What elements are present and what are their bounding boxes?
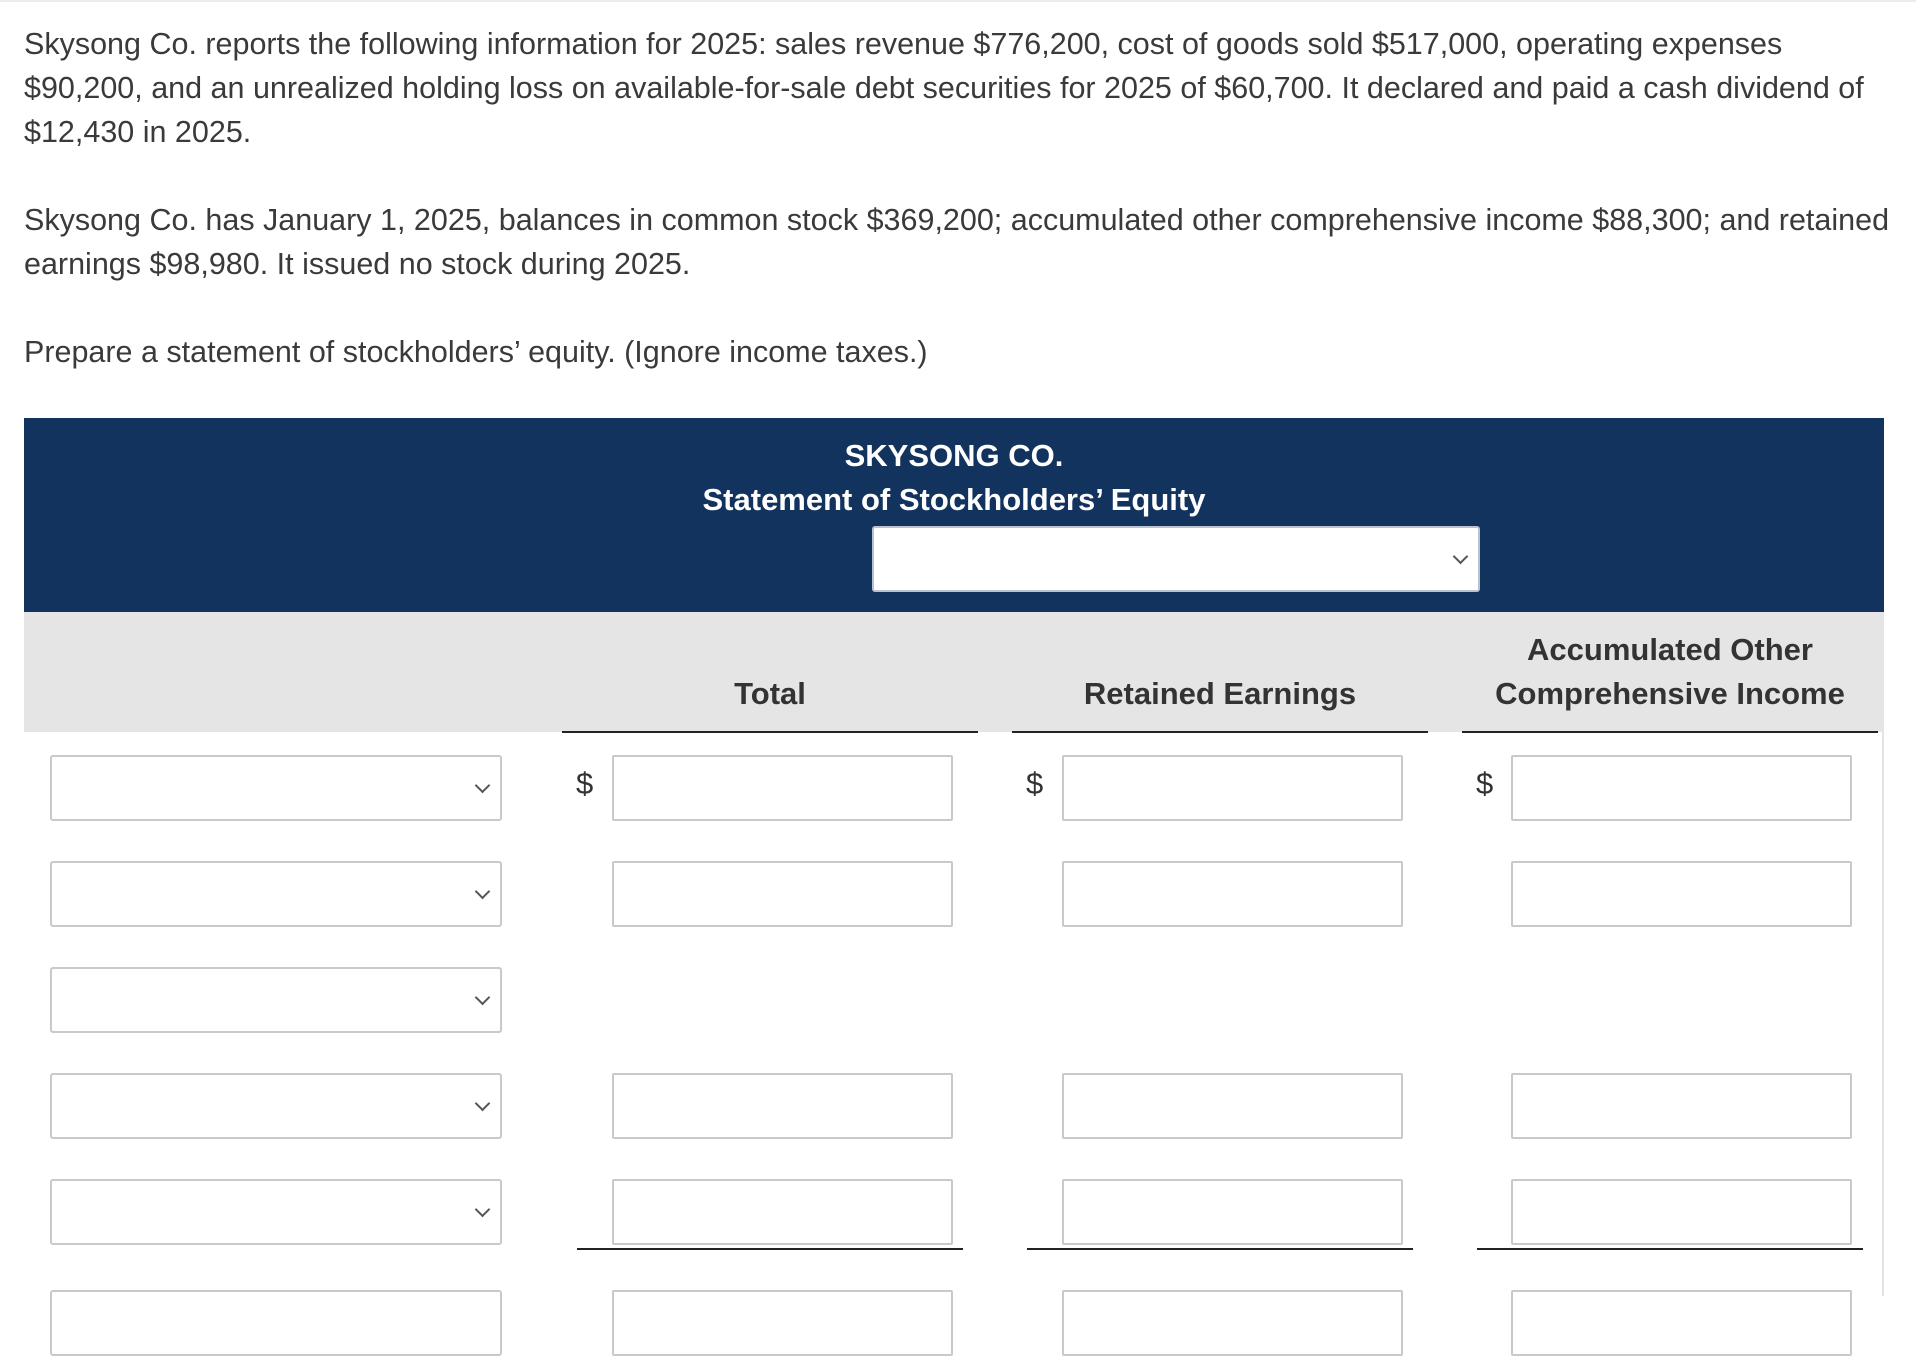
row-1-aoci-dollar-sign: $ [1476, 766, 1494, 801]
row-4-label-dropdown[interactable] [50, 1073, 502, 1139]
column-header-aoci [1462, 628, 1878, 716]
row-6-total-input[interactable] [612, 1290, 953, 1356]
row-1-total-input[interactable] [612, 755, 953, 821]
row-4-total-input[interactable] [612, 1073, 953, 1139]
column-header-aoci-line2: Comprehensive Income [1495, 676, 1845, 711]
row-1-re-dollar-sign: $ [1026, 766, 1044, 801]
row-1-label-dropdown[interactable] [50, 755, 502, 821]
problem-text [24, 22, 1894, 418]
row-6-re-input[interactable] [1062, 1290, 1403, 1356]
column-header-total: Total [734, 676, 806, 711]
chevron-down-icon [475, 990, 491, 1006]
statement-date-dropdown[interactable] [872, 526, 1480, 592]
total-subtotal-underline [577, 1248, 963, 1250]
row-2-re-input[interactable] [1062, 861, 1403, 927]
chevron-down-icon [475, 778, 491, 794]
chevron-down-icon [1453, 549, 1469, 565]
aoci-subtotal-underline [1477, 1248, 1863, 1250]
statement-title: Statement of Stockholders’ Equity [702, 482, 1206, 517]
row-5-aoci-input[interactable] [1511, 1179, 1852, 1245]
row-1-total-dollar-sign: $ [576, 766, 594, 801]
chevron-down-icon [475, 884, 491, 900]
chevron-down-icon [475, 1202, 491, 1218]
row-3-label-dropdown[interactable] [50, 967, 502, 1033]
company-name: SKYSONG CO. [844, 438, 1064, 473]
row-1-re-input[interactable] [1062, 755, 1403, 821]
total-header-underline [562, 731, 978, 733]
top-divider [0, 0, 1916, 2]
row-5-label-dropdown[interactable] [50, 1179, 502, 1245]
row-6-aoci-input[interactable] [1511, 1290, 1852, 1356]
re-header-underline [1012, 731, 1428, 733]
row-2-total-input[interactable] [612, 861, 953, 927]
problem-instruction: Prepare a statement of stockholders’ equity. (Ignore income taxes.) [24, 335, 928, 369]
chevron-down-icon [475, 1096, 491, 1112]
row-2-aoci-input[interactable] [1511, 861, 1852, 927]
row-1-aoci-input[interactable] [1511, 755, 1852, 821]
problem-paragraph-1: Skysong Co. reports the following information for 2025: sales revenue $776,200, cost of goods sold $517,000, operating expenses $90,200, and an unrealized holding loss on available-for-sale debt securities for 2025 of $60,700. It declared and paid a cash dividend of $12,430 in 2025. [24, 27, 1864, 149]
re-subtotal-underline [1027, 1248, 1413, 1250]
row-5-re-input[interactable] [1062, 1179, 1403, 1245]
row-5-total-input[interactable] [612, 1179, 953, 1245]
aoci-header-underline [1462, 731, 1878, 733]
row-4-re-input[interactable] [1062, 1073, 1403, 1139]
column-header-aoci-line1: Accumulated Other [1527, 632, 1813, 667]
row-4-aoci-input[interactable] [1511, 1073, 1852, 1139]
problem-paragraph-2: Skysong Co. has January 1, 2025, balances in common stock $369,200; accumulated other comprehensive income $88,300; and retained earnings $98,980. It issued no stock during 2025. [24, 203, 1890, 281]
row-2-label-dropdown[interactable] [50, 861, 502, 927]
column-header-retained-earnings: Retained Earnings [1083, 676, 1357, 711]
row-6-label-dropdown[interactable] [50, 1290, 502, 1356]
